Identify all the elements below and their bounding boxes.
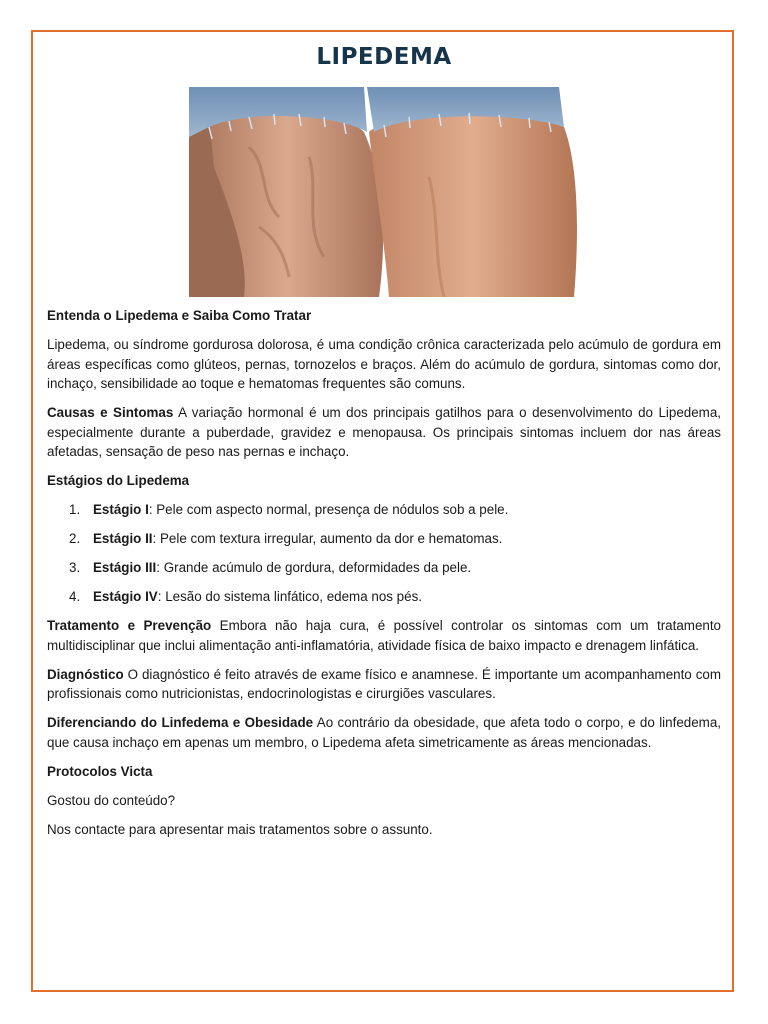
- treatment-paragraph: Tratamento e Prevenção Embora não haja cura, é possível controlar os sintomas com um tratamento multidisciplinar que inclui alimentação anti-inflamatória, atividade física de baixo impacto e drenagem linfática.: [47, 618, 722, 653]
- diagnosis-paragraph: Diagnóstico O diagnóstico é feito através de exame físico e anamnese. É importante um acompanhamento com profissionais como nutricionistas, endocrinologistas e cirurgiões vasculares.: [47, 666, 721, 701]
- right-leg: [369, 114, 577, 297]
- article-body: [47, 306, 721, 849]
- contact-text: Nos contacte para apresentar mais tratamentos sobre o assunto.: [47, 821, 433, 837]
- protocols-heading: Protocolos Victa: [47, 763, 153, 779]
- list-item: 1. Estágio I: Pele com aspecto normal, presença de nódulos sob a pele.: [69, 502, 509, 517]
- stages-list: [47, 500, 721, 607]
- intro-heading: Entenda o Lipedema e Saiba Como Tratar: [47, 308, 312, 323]
- differentiating-paragraph: Diferenciando do Linfedema e Obesidade Ao contrário da obesidade, que afeta todo o corpo, e do linfedema, que causa inchaço em apenas um membro, o Lipedema afeta simetricamente as áreas mencionadas.: [47, 715, 721, 750]
- page-title: LIPEDEMA: [316, 44, 452, 70]
- intro-paragraph: Lipedema, ou síndrome gordurosa dolorosa, é uma condição crônica caracterizada pelo acúmulo de gordura em áreas específicas como glúteos, pernas, tornozelos e braços. Além do acúmulo de gordura, sintomas como dor, inchaço, sensibilidade ao toque e hematomas frequentes são comuns.: [47, 337, 721, 391]
- list-item: 4. Estágio IV: Lesão do sistema linfático, edema nos pés.: [69, 589, 422, 604]
- stages-heading: Estágios do Lipedema: [47, 473, 190, 488]
- list-item: 3. Estágio III: Grande acúmulo de gordura, deformidades da pele.: [69, 560, 472, 575]
- causes-paragraph: [47, 403, 721, 462]
- legs-photo: [189, 87, 579, 297]
- liked-text: Gostou do conteúdo?: [47, 792, 176, 808]
- causes-label: Causas e Sintomas: [47, 405, 174, 420]
- list-item: 2. Estágio II: Pele com textura irregular, aumento da dor e hematomas.: [69, 531, 503, 546]
- causes-text: A variação hormonal é um dos principais gatilhos para o desenvolvimento do Lipedema, especialmente durante a puberdade, gravidez e menopausa. Os principais sintomas incluem dor nas áreas afetadas, sensação de peso nas pernas e inchaço.: [47, 405, 721, 459]
